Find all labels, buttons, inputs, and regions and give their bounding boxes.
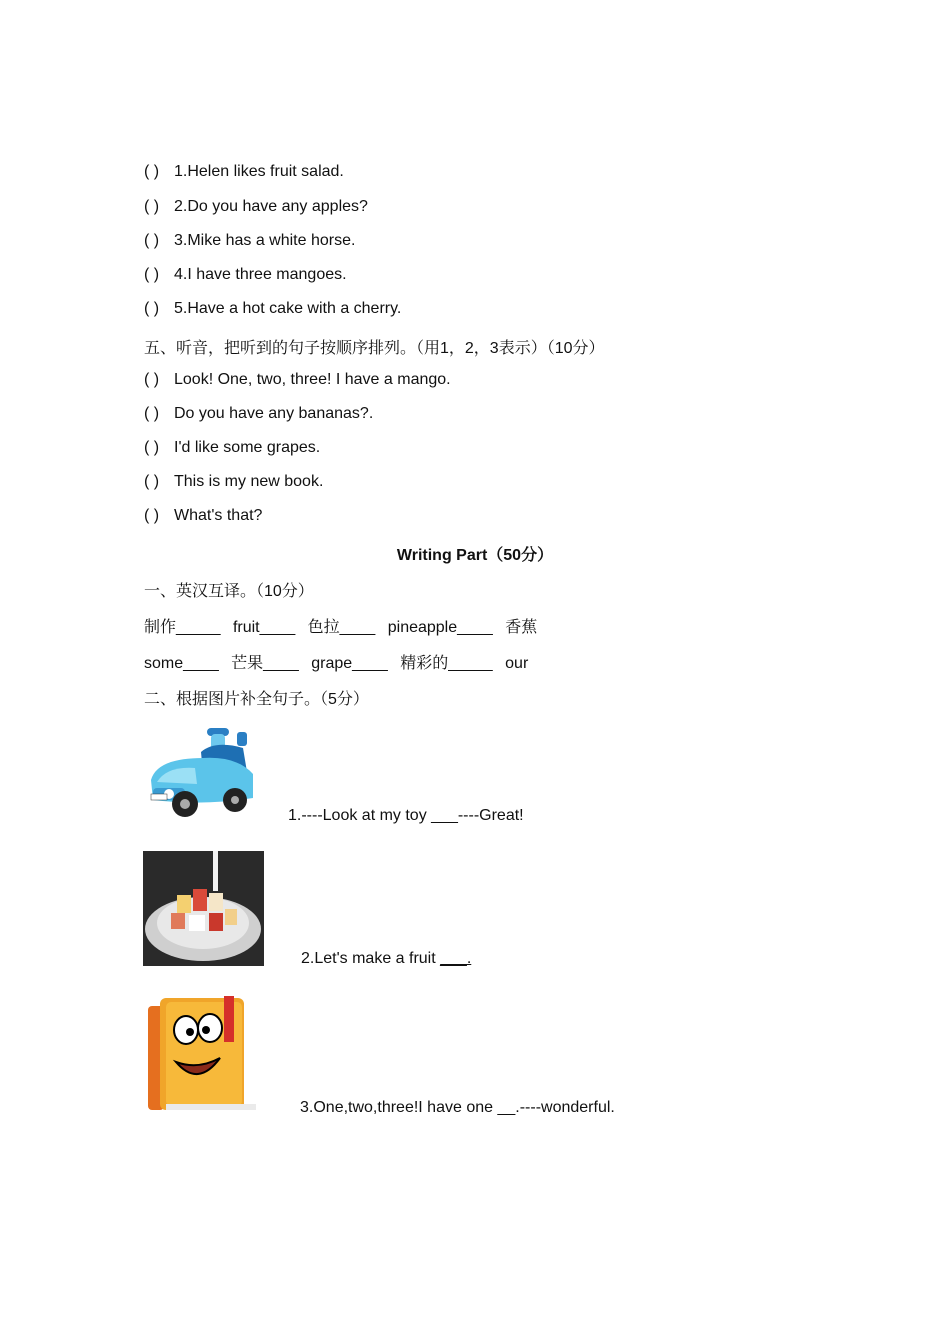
writing-part-title: Writing Part（50分） bbox=[396, 547, 554, 564]
sentence-2 bbox=[144, 405, 373, 423]
statement-4 bbox=[144, 266, 347, 284]
sentence-4 bbox=[144, 473, 323, 491]
sentence-text: This is my new book. bbox=[174, 473, 324, 490]
question-3: 3.One,two,three!I have one __.----wonderful. bbox=[300, 1099, 615, 1116]
statement-text: 3.Mike has a white horse. bbox=[174, 232, 356, 249]
sentence-text: I'd like some grapes. bbox=[174, 439, 321, 456]
section-1-heading: 一、英汉互译。（10分） bbox=[144, 583, 314, 600]
question-2-text: 2.Let's make a fruit bbox=[301, 950, 441, 967]
vocab-item[interactable]: 香蕉 bbox=[505, 619, 538, 636]
sentence-1 bbox=[144, 371, 451, 389]
statement-text: 4.I have three mangoes. bbox=[174, 266, 347, 283]
answer-paren[interactable]: ( ) bbox=[144, 473, 160, 490]
vocab-item[interactable]: fruit____ bbox=[232, 619, 296, 636]
statement-text: 1.Helen likes fruit salad. bbox=[174, 163, 344, 180]
vocab-item[interactable]: our bbox=[505, 655, 529, 672]
answer-paren[interactable]: ( ) bbox=[144, 405, 160, 422]
fruit-salad-image bbox=[143, 851, 264, 966]
statement-5 bbox=[144, 300, 401, 318]
statement-text: 5.Have a hot cake with a cherry. bbox=[174, 300, 402, 317]
cartoon-book-image bbox=[146, 992, 264, 1114]
section-2-heading: 二、根据图片补全句子。（5分） bbox=[144, 691, 369, 708]
toy-car-image bbox=[143, 722, 258, 822]
sentence-3 bbox=[144, 439, 320, 457]
answer-paren[interactable]: ( ) bbox=[144, 232, 160, 249]
vocab-item[interactable]: 制作_____ bbox=[144, 619, 221, 636]
question-2 bbox=[301, 950, 471, 968]
statement-3 bbox=[144, 232, 355, 250]
vocab-row-2 bbox=[144, 650, 536, 673]
question-1: 1.----Look at my toy ___----Great! bbox=[288, 807, 524, 824]
section-5-heading: 五、听音，把听到的句子按顺序排列。（用1，2，3表示）（10分） bbox=[144, 340, 605, 357]
vocab-row-1 bbox=[144, 614, 545, 637]
answer-paren[interactable]: ( ) bbox=[144, 266, 160, 283]
answer-paren[interactable]: ( ) bbox=[144, 439, 160, 456]
question-2-blank[interactable]: ___. bbox=[440, 950, 472, 967]
vocab-item[interactable]: 精彩的_____ bbox=[400, 655, 493, 672]
statement-text: 2.Do you have any apples? bbox=[174, 198, 368, 215]
answer-paren[interactable]: ( ) bbox=[144, 371, 160, 388]
vocab-item[interactable]: 色拉____ bbox=[307, 619, 376, 636]
sentence-text: Do you have any bananas?. bbox=[174, 405, 374, 422]
statement-2 bbox=[144, 198, 368, 216]
sentence-text: What's that? bbox=[174, 507, 263, 524]
vocab-item[interactable]: pineapple____ bbox=[387, 619, 493, 636]
vocab-item[interactable]: 芒果____ bbox=[231, 655, 299, 672]
answer-paren[interactable]: ( ) bbox=[144, 163, 160, 180]
vocab-item[interactable]: some____ bbox=[144, 655, 219, 672]
vocab-item[interactable]: grape____ bbox=[311, 655, 388, 672]
sentence-5 bbox=[144, 507, 262, 525]
answer-paren[interactable]: ( ) bbox=[144, 507, 160, 524]
answer-paren[interactable]: ( ) bbox=[144, 300, 160, 317]
sentence-text: Look! One, two, three! I have a mango. bbox=[174, 371, 451, 388]
statement-1 bbox=[144, 163, 344, 181]
answer-paren[interactable]: ( ) bbox=[144, 198, 160, 215]
